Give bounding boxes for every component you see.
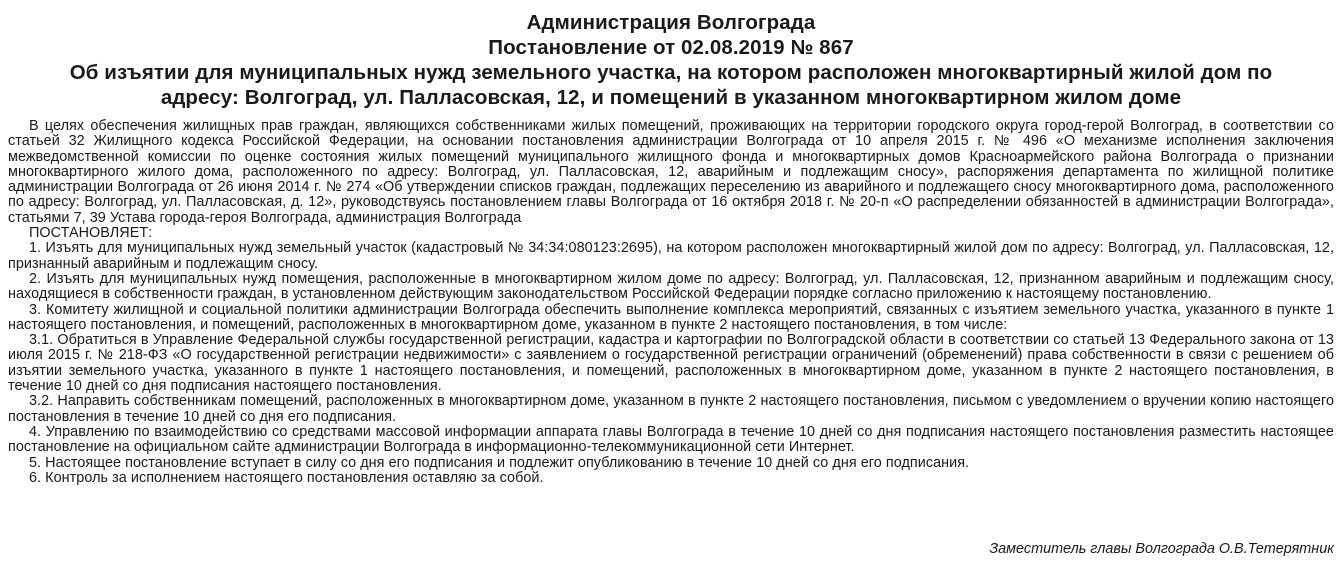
clause-3: 3. Комитету жилищной и социальной политики администрации Волгограда обеспечить выполнение комплекса мероприятий, связанных с изъятием земельного участка, указанного в пункте 1 настоящего постановления, и помещений, расположенных в многоквартирном доме, указанном в пункте 2 настоящего постановления, в том числе: <box>8 301 1334 333</box>
clause-1: 1. Изъять для муниципальных нужд земельный участок (кадастровый № 34:34:080123:2695), на котором расположен многоквартирный жилой дом по адресу: Волгоград, ул. Палласовская, 12, признанный аварийным и подлежащим сносу. <box>8 240 1334 272</box>
clause-5: 5. Настоящее постановление вступает в силу со дня его подписания и подлежит опубликованию в течение 10 дней со дня его подписания. <box>29 454 970 471</box>
organization-name: Администрация Волгограда <box>526 11 816 34</box>
clause-3-1: 3.1. Обратиться в Управление Федеральной службы государственной регистрации, кадастра и картографии по Волгоградской области в соответствии со статьей 13 Федерального закона от 13 июля 2015 г. № 218-ФЗ «О государственной регистрации недвижимости» с заявлением о государственной регистрации ограничений (обременений) права собственности в связи с решением об изъятии земельного участка, указанного в пункте 1 настоящего постановления, и помещений, расположенных в многоквартирном доме, указанном в пункте 2 настоящего постановления, в течение 10 дней со дня подписания настоящего постановления. <box>8 332 1334 395</box>
signature-line: Заместитель главы Волгограда О.В.Тетерятник <box>989 541 1334 557</box>
resolves-heading: ПОСТАНОВЛЯЕТ: <box>29 225 153 242</box>
decree-title-line-1: Об изъятии для муниципальных нужд земельного участка, на котором расположен многоквартирный жилой дом по <box>69 61 1273 84</box>
clause-4: 4. Управлению по взаимодействию со средствами массовой информации аппарата главы Волгограда в течение 10 дней со дня подписания настоящего постановления разместить настоящее постановление на официальном сайте администрации Волгограда в информационно-телекоммуникационной сети Интернет. <box>8 423 1334 456</box>
clause-3-2: 3.2. Направить собственникам помещений, расположенных в многоквартирном доме, указанном в пункте 2 настоящего постановления, письмом с уведомлением о вручении копию настоящего постановления в течение 10 дней со дня его подписания. <box>8 393 1334 425</box>
decree-title-line-2: адресу: Волгоград, ул. Палласовская, 12, и помещений в указанном многоквартирном жилом доме <box>160 86 1182 109</box>
document-header <box>8 10 1334 110</box>
preamble-paragraph: В целях обеспечения жилищных прав граждан, являющихся собственниками жилых помещений, проживающих на территории городского округа город-герой Волгоград, в соответствии со статьей 32 Жилищного кодекса Российской Федерации, на основании постановления администрации Волгограда от 10 апреля 2015 г. № 496 «О механизме исполнения заключения межведомственной комиссии по оценке состояния жилых помещений муниципального жилищного фонда и многоквартирных домов Красноармейского района Волгограда о признании многоквартирного жилого дома, расположенного по адресу: Волгоград, ул. Палласовская, 12, аварийным и подлежащим сносу», распоряжения департамента по жилищной политике администрации Волгограда от 26 июня 2014 г. № 274 «Об утверждении списков граждан, подлежащих переселению из аварийного и подлежащего сносу многоквартирного дома, расположенного по адресу: Волгоград, ул. Палласовская, д. 12», руководствуясь постановлением главы Волгограда от 16 октября 2018 г. № 20-п «О распределении обязанностей в администрации Волгограда», статьями 7, 39 Устава города-героя Волгограда, администрация Волгограда <box>8 118 1334 226</box>
decree-number: Постановление от 02.08.2019 № 867 <box>488 36 854 59</box>
document-body <box>8 119 1334 486</box>
clause-6: 6. Контроль за исполнением настоящего постановления оставляю за собой. <box>29 469 544 486</box>
clause-2: 2. Изъять для муниципальных нужд помещения, расположенные в многоквартирном жилом доме по адресу: Волгоград, ул. Палласовская, 12, признанном аварийным и подлежащим сносу, находящиеся в собственности граждан, в установленном действующим законодательством Российской Федерации порядке согласно приложению к настоящему постановлению. <box>8 270 1334 303</box>
